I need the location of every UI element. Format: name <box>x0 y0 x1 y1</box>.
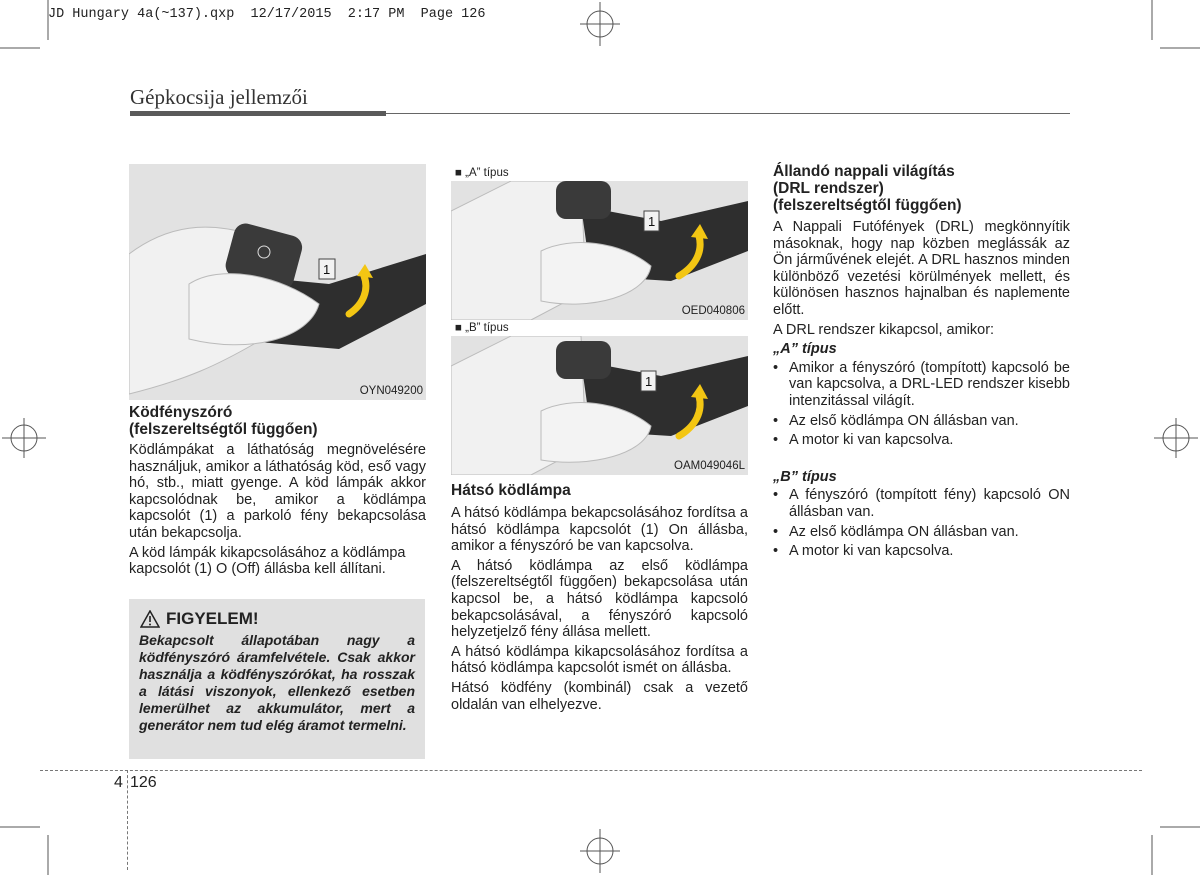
warning-title: FIGYELEM! <box>166 609 259 628</box>
footer-rule <box>40 770 1142 771</box>
list-item: • Amikor a fényszóró (tompított) kapcsoló be van kapcsolva, a DRL-LED rendszer kisebb intenzitással világít. <box>773 360 1070 410</box>
page-number: 126 <box>130 774 157 791</box>
list-item: • A motor ki van kapcsolva. <box>773 432 1070 449</box>
warning-text: Bekapcsolt állapotában nagy a ködfényszóró áramfelvétele. Csak akkor használja a ködfényszórókat, ha rosszak a látási viszonyok, ellenkező esetben lemerülhet az akkumulátor, mert a generátor nem tud elég áramot termelni. <box>139 632 415 733</box>
chapter-number: 4 <box>114 774 123 791</box>
list-item: • A motor ki van kapcsolva. <box>773 543 1070 560</box>
title-rule <box>130 111 386 116</box>
paragraph: A hátsó ködlámpa bekapcsolásához fordítsa a hátsó ködlámpa kapcsolót (1) On állásba, amikor a fényszóró be van kapcsolva. <box>451 505 748 555</box>
section-heading: Ködfényszóró (felszereltségtől függően) <box>129 404 318 438</box>
warning-triangle-icon <box>140 610 160 628</box>
switch-position-label: 1 <box>323 262 331 277</box>
paragraph: A Nappali Futófények (DRL) megkönnyítik másoknak, hogy nap közben meglássák az Ön járművének elejét. A DRL hasznos minden különböző vezetési körülmények mellett, és különösen hasznos hajnalban és naplemente előtt. <box>773 219 1070 318</box>
title-rule-thin <box>386 113 1070 114</box>
type-b-label: „B” típus <box>773 468 837 485</box>
fog-light-switch-figure <box>129 164 426 400</box>
list-item: • A fényszóró (tompított fény) kapcsoló ON állásban van. <box>773 487 1070 520</box>
paragraph: A hátsó ködlámpa az első ködlámpa (felszereltségtől függően) bekapcsolása után kapcsol be, a hátsó ködlámpa kapcsoló bekapcsolásával, a fényszóró kapcsoló helyzetjelző fény állása mellett. <box>451 557 748 641</box>
drl-section <box>773 163 1070 564</box>
variant-label-a: ■ „A” típus <box>455 167 509 179</box>
print-header: JD Hungary 4a(~137).qxp 12/17/2015 2:17 PM Page 126 <box>48 7 486 22</box>
paragraph: Hátsó ködfény (kombinál) csak a vezető oldalán van elhelyezve. <box>451 679 748 713</box>
list-item: • Az első ködlámpa ON állásban van. <box>773 524 1070 541</box>
figure-code: OYN049200 <box>359 385 423 397</box>
switch-position-label: 1 <box>648 214 656 229</box>
footer-divider <box>127 770 128 870</box>
switch-position-label: 1 <box>645 374 653 389</box>
list-item: • Az első ködlámpa ON állásban van. <box>773 413 1070 430</box>
variant-label-b: ■ „B” típus <box>455 322 509 334</box>
figure-code: OAM049046L <box>674 460 745 472</box>
paragraph: A hátsó ködlámpa kikapcsolásához fordítsa a hátsó ködlámpa kapcsolót ismét on állásba. <box>451 643 748 677</box>
fog-light-section <box>129 404 426 581</box>
type-b-switch-figure <box>451 336 748 475</box>
chapter-title: Gépkocsija jellemzői <box>130 85 308 109</box>
section-heading: Hátsó ködlámpa <box>451 482 571 499</box>
paragraph: Ködlámpákat a láthatóság megnövelésére használjuk, amikor a láthatóság köd, eső vagy hó, stb., miatt gyenge. A köd lámpák akkor kapcsolódnak be, amikor a ködlámpa kapcsolót (1) a parkoló fény bekapcsolása után bekapcsolja. <box>129 442 426 541</box>
type-a-label: „A” típus <box>773 341 837 358</box>
type-a-list <box>773 360 1070 449</box>
rear-fog-section <box>451 482 748 716</box>
figure-code: OED040806 <box>681 305 745 317</box>
warning-box <box>129 599 425 759</box>
paragraph: A DRL rendszer kikapcsol, amikor: <box>773 321 995 338</box>
section-heading: Állandó nappali világítás (DRL rendszer) (felszereltségtől függően) <box>773 163 962 214</box>
paragraph: A köd lámpák kikapcsolásához a ködlámpa kapcsolót (1) O (Off) állásba kell állítani. <box>129 544 406 578</box>
type-b-list <box>773 487 1070 559</box>
type-a-switch-figure <box>451 181 748 320</box>
